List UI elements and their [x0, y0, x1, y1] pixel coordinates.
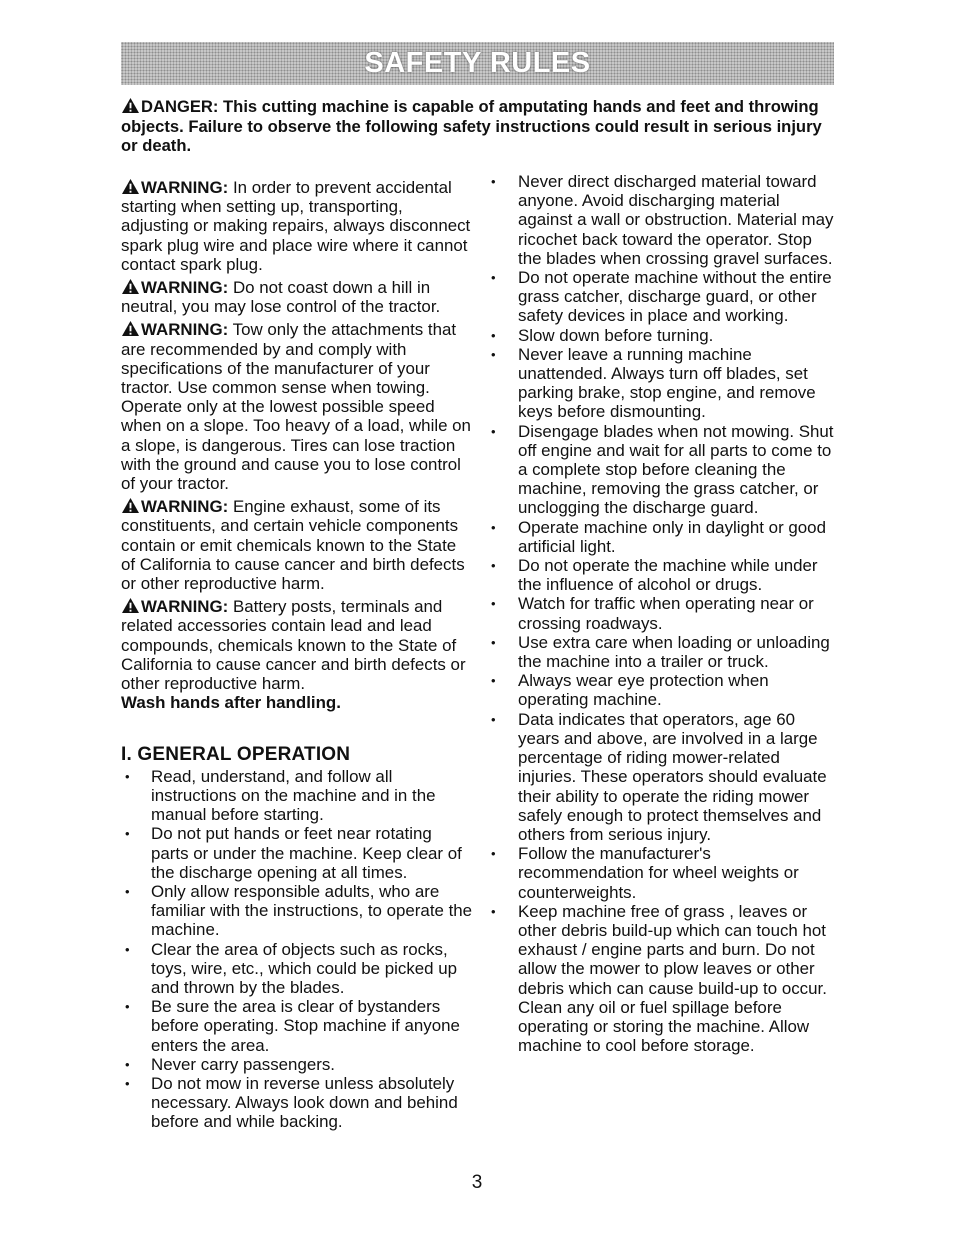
- warning-label: WARNING:: [141, 320, 229, 340]
- warning-text: In order to prevent accidental starting when setting up, transporting, adjusting or making repairs, always disconnect spark plug wire and place wire where it cannot contact spark plug.: [121, 178, 471, 274]
- warning-triangle-icon: [121, 97, 140, 114]
- list-item: • Disengage blades when not mowing. Shut off engine and wait for all parts to come to a complete stop before cleaning the machine, removing the grass catcher, or unclogging the discharge guard.: [483, 422, 835, 518]
- warning-label: WARNING:: [141, 597, 229, 617]
- warning-triangle-icon: [121, 497, 140, 514]
- list-item: • Keep machine free of grass , leaves or other debris build-up which can touch hot exhaust / engine parts and burn. Do not allow the mower to plow leaves or other debris which can cause build-up to occur. Clean any oil or fuel spillage before operating or storing the machine. Allow machine to cool before storage.: [483, 902, 835, 1056]
- warning-label: WARNING:: [141, 178, 229, 197]
- list-item: • Always wear eye protection when operating machine.: [483, 671, 835, 709]
- list-item: • Follow the manufacturer's recommendation for wheel weights or counterweights.: [483, 844, 835, 902]
- warning-triangle-icon: [121, 178, 140, 195]
- warning-paragraph: [121, 320, 473, 493]
- warning-triangle-icon: [121, 278, 140, 295]
- warning-label: WARNING:: [141, 497, 229, 517]
- section-banner: [121, 42, 834, 85]
- list-item: • Be sure the area is clear of bystanders before operating. Stop machine if anyone enters the area.: [121, 997, 473, 1055]
- list-item: • Operate machine only in daylight or good artificial light.: [483, 518, 835, 556]
- danger-notice: [121, 97, 833, 156]
- section-heading: I. GENERAL OPERATION: [121, 744, 351, 766]
- left-column: [121, 178, 473, 1132]
- right-column: [483, 172, 835, 1055]
- list-item: • Do not operate the machine while under the influence of alcohol or drugs.: [483, 556, 835, 594]
- list-item: • Do not put hands or feet near rotating parts or under the machine. Keep clear of the discharge opening at all times.: [121, 824, 473, 882]
- warning-paragraph: [121, 178, 473, 274]
- warning-label: WARNING:: [141, 278, 229, 298]
- general-operation-list-left: [121, 767, 473, 1132]
- list-item: • Use extra care when loading or unloading the machine into a trailer or truck.: [483, 633, 835, 671]
- danger-text: This cutting machine is capable of amputating hands and feet and throwing objects. Failure to observe the following safety instructions could result in serious injury or death.: [121, 97, 822, 155]
- list-item: • Only allow responsible adults, who are familiar with the instructions, to operate the machine.: [121, 882, 473, 940]
- warning-triangle-icon: [121, 597, 140, 614]
- danger-label: DANGER:: [141, 97, 219, 116]
- list-item: • Never carry passengers.: [121, 1055, 473, 1074]
- general-operation-list-right: [483, 172, 835, 1055]
- list-item: • Do not operate machine without the entire grass catcher, discharge guard, or other safety devices in place and working.: [483, 268, 835, 326]
- list-item: • Never leave a running machine unattended. Always turn off blades, set parking brake, stop engine, and remove keys before dismounting.: [483, 345, 835, 422]
- list-item: • Slow down before turning.: [483, 326, 835, 345]
- warning-triangle-icon: [121, 320, 140, 337]
- page-title: SAFETY RULES: [364, 47, 591, 79]
- warning-paragraph: [121, 597, 473, 712]
- warning-text: Engine exhaust, some of its constituents, and certain vehicle components contain or emit chemicals known to the State of California to cause cancer and birth defects or other reproductive harm.: [121, 497, 465, 594]
- page-number: 3: [471, 1172, 483, 1193]
- list-item: • Data indicates that operators, age 60 years and above, are involved in a large percentage of riding mower-related injuries. These operators should evaluate their ability to operate the riding mower safely enough to protect themselves and others from serious injury.: [483, 710, 835, 844]
- list-item: • Do not mow in reverse unless absolutely necessary. Always look down and behind before and while backing.: [121, 1074, 473, 1132]
- warning-text: Battery posts, terminals and related accessories contain lead and lead compounds, chemicals known to the State of California to cause cancer and birth defects or other reproductive harm.: [121, 597, 466, 694]
- list-item: • Clear the area of objects such as rocks, toys, wire, etc., which could be picked up and thrown by the blades.: [121, 940, 473, 998]
- wash-hands-note: Wash hands after handling.: [121, 693, 341, 713]
- warning-paragraph: [121, 278, 473, 316]
- list-item: • Never direct discharged material toward anyone. Avoid discharging material against a wall or obstruction. Material may ricochet back toward the operator. Stop the blades when crossing gravel surfaces.: [483, 172, 835, 268]
- warning-text: Do not coast down a hill in neutral, you may lose control of the tractor.: [121, 278, 441, 317]
- warning-paragraph: [121, 497, 473, 593]
- list-item: • Watch for traffic when operating near or crossing roadways.: [483, 594, 835, 632]
- list-item: • Read, understand, and follow all instructions on the machine and in the manual before starting.: [121, 767, 473, 825]
- warning-text: Tow only the attachments that are recommended by and comply with specifications of the manufacturer of your tractor. Use common sense when towing. Operate only at the lowest possible speed when on a slope. Too heavy of a load, while on a slope, is dangerous. Tires can lose traction with the ground and cause you to lose control of your tractor.: [121, 320, 471, 494]
